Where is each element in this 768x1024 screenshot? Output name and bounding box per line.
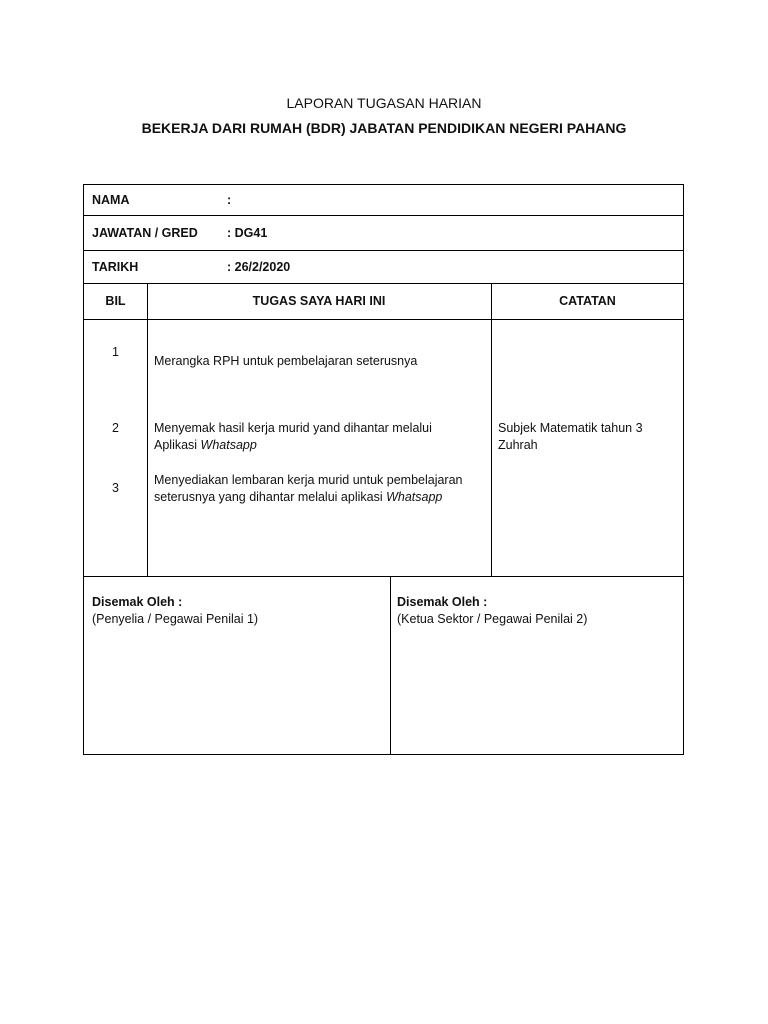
row-2-catatan-line1: Subjek Matematik tahun 3 bbox=[498, 421, 643, 435]
row-2-catatan-line2: Zuhrah bbox=[498, 438, 538, 452]
row-2-bil: 2 bbox=[112, 421, 119, 435]
jawatan-label: JAWATAN / GRED bbox=[92, 226, 198, 240]
tarikh-value: : 26/2/2020 bbox=[227, 260, 291, 274]
row-3-tugas-app: Whatsapp bbox=[386, 490, 443, 504]
column-divider bbox=[491, 283, 492, 576]
row-divider bbox=[84, 283, 683, 284]
row-3-tugas-line2 bbox=[154, 489, 442, 506]
row-2-tugas-text: Aplikasi bbox=[154, 438, 201, 452]
jawatan-value: : DG41 bbox=[227, 226, 268, 240]
row-2-tugas-app: Whatsapp bbox=[200, 438, 257, 452]
row-1-bil: 1 bbox=[112, 345, 119, 359]
report-subtitle: BEKERJA DARI RUMAH (BDR) JABATAN PENDIDIKAN NEGERI PAHANG bbox=[141, 120, 627, 136]
signoff-right-label: Disemak Oleh : bbox=[397, 595, 488, 609]
header-tugas: TUGAS SAYA HARI INI bbox=[252, 294, 386, 308]
nama-value: : bbox=[227, 193, 232, 207]
report-form-table bbox=[83, 184, 684, 755]
report-title: LAPORAN TUGASAN HARIAN bbox=[286, 95, 482, 111]
signoff-left-label: Disemak Oleh : bbox=[92, 595, 183, 609]
row-3-bil: 3 bbox=[112, 481, 119, 495]
row-divider bbox=[84, 250, 683, 251]
column-divider bbox=[147, 283, 148, 576]
column-divider bbox=[390, 576, 391, 755]
row-1-tugas: Merangka RPH untuk pembelajaran seterusnya bbox=[154, 354, 418, 368]
signoff-right-role: (Ketua Sektor / Pegawai Penilai 2) bbox=[397, 612, 588, 626]
header-bil: BIL bbox=[105, 294, 126, 308]
row-3-tugas-text: seterusnya yang dihantar melalui aplikasi bbox=[154, 490, 387, 504]
row-2-tugas-line2 bbox=[154, 437, 257, 454]
tarikh-label: TARIKH bbox=[92, 260, 139, 274]
signoff-left-role: (Penyelia / Pegawai Penilai 1) bbox=[92, 612, 259, 626]
row-3-tugas-line1: Menyediakan lembaran kerja murid untuk pembelajaran bbox=[154, 473, 463, 487]
header-catatan: CATATAN bbox=[559, 294, 616, 308]
row-divider bbox=[84, 319, 683, 320]
row-divider bbox=[84, 215, 683, 216]
row-2-tugas-line1: Menyemak hasil kerja murid yand dihantar melalui bbox=[154, 421, 432, 435]
row-divider bbox=[84, 576, 683, 577]
nama-label: NAMA bbox=[92, 193, 130, 207]
